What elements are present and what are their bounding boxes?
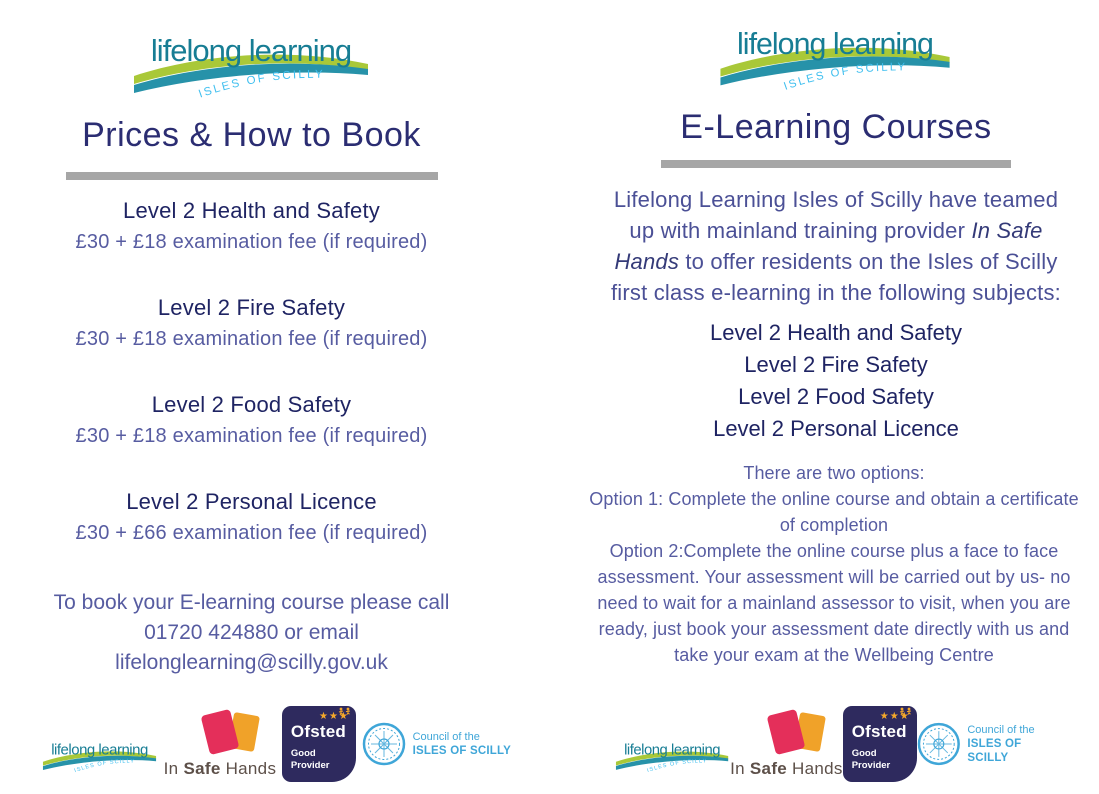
booking-line: To book your E-learning course please call (53, 591, 450, 614)
course-price: £30 + £18 examination fee (if required) (75, 231, 428, 253)
council-line2: ISLES OF SCILLY (967, 738, 1022, 764)
course-title: Level 2 Fire Safety (157, 295, 346, 320)
list-item (76, 198, 428, 254)
stars-icon: ★★★ (319, 711, 349, 722)
ofsted-logo (282, 706, 356, 782)
course-price: £30 + £18 examination fee (if required) (75, 328, 428, 350)
course-title: Level 2 Health and Safety (123, 198, 380, 223)
logo-tagline: ISLES OF SCILLY (73, 758, 136, 775)
elearning-panel (549, 0, 1099, 794)
ofsted-rating: Good (851, 748, 877, 759)
word-safe: Safe (749, 758, 788, 778)
lifelong-learning-logo-small (615, 730, 730, 780)
footer-logos (615, 700, 1065, 788)
intro-text: Lifelong Learning Isles of Scilly have teamed up with mainland training provider (613, 187, 1059, 243)
course-price: £30 + £18 examination fee (if required) (75, 425, 428, 447)
ofsted-badge (282, 706, 356, 782)
logo-wordmark: lifelong learning (51, 741, 148, 759)
word-hands: Hands (787, 758, 843, 778)
word-in: In (163, 758, 184, 778)
stars-icon: ★★★ (879, 711, 910, 722)
lifelong-learning-logo-small (42, 730, 158, 780)
option-2: Option 2:Complete the online course plus a face to face assessment. Your assessment will be carried out by us- no need to wait for a mainland assessor to visit, when you are ready, just book your assessment date directly with us and take your exam at the Wellbeing Centre (597, 541, 1071, 665)
list-item (76, 295, 428, 351)
word-in: In (730, 758, 750, 778)
word-hands: Hands (220, 758, 277, 778)
price-list (76, 198, 428, 586)
course-title: Level 2 Food Safety (151, 392, 352, 417)
council-wordmark (413, 730, 511, 758)
list-item: Level 2 Health and Safety (710, 320, 962, 345)
options-intro: There are two options: (743, 463, 925, 483)
list-item: Level 2 Food Safety (738, 384, 934, 409)
ofsted-logo (843, 706, 917, 782)
council-line2: ISLES OF SCILLY (412, 745, 511, 757)
logo-tagline: ISLES OF SCILLY (196, 68, 325, 101)
ofsted-rating: Good (290, 748, 316, 759)
page-title: E-Learning Courses (680, 108, 992, 146)
email-address: lifelonglearning@scilly.gov.uk (115, 651, 388, 674)
ofsted-badge (843, 706, 917, 782)
lifelong-learning-logo (717, 8, 955, 102)
intro-paragraph (601, 184, 1071, 308)
logo-tagline: ISLES OF SCILLY (646, 758, 708, 775)
council-seal-icon (917, 722, 961, 766)
logo-wordmark: lifelong learning (150, 33, 351, 68)
booking-info (54, 588, 450, 678)
prices-panel (0, 0, 549, 794)
in-safe-hands-logo (730, 710, 843, 779)
ofsted-rating-2: Provider (851, 760, 891, 771)
council-line1: Council of the (412, 731, 480, 743)
ofsted-wordmark: Ofsted (851, 722, 907, 741)
council-seal-icon (362, 722, 406, 766)
word-safe: Safe (183, 758, 221, 778)
council-logo (362, 722, 511, 766)
divider-bar (661, 160, 1011, 168)
in-safe-hands-shapes-icon (205, 710, 269, 756)
provider-name: In Safe Hands (614, 218, 1043, 274)
ofsted-rating-2: Provider (290, 760, 330, 771)
subject-list (710, 317, 962, 445)
list-item: Level 2 Fire Safety (744, 352, 928, 377)
page-title: Prices & How to Book (82, 116, 421, 154)
list-item: Level 2 Personal Licence (713, 416, 959, 441)
options-section (587, 460, 1081, 668)
logo-tagline: ISLES OF SCILLY (782, 61, 908, 93)
logo-wordmark: lifelong learning (624, 742, 721, 759)
course-title: Level 2 Personal Licence (126, 489, 377, 514)
list-item (76, 392, 428, 448)
in-safe-hands-shapes-icon (771, 710, 835, 756)
council-line1: Council of the (967, 724, 1035, 736)
intro-text: to offer residents on the Isles of Scilly first class e-learning in the following subjects: (610, 249, 1061, 305)
lifelong-learning-logo (132, 14, 372, 110)
ofsted-wordmark: Ofsted (290, 722, 346, 741)
in-safe-hands-wordmark (730, 759, 843, 779)
list-item (76, 489, 428, 545)
council-logo (917, 722, 1065, 766)
footer-logos (42, 700, 511, 788)
phone-number: 01720 424880 or email (144, 621, 359, 644)
in-safe-hands-wordmark (164, 759, 277, 779)
course-price: £30 + £66 examination fee (if required) (75, 522, 428, 544)
in-safe-hands-logo (164, 710, 277, 779)
council-wordmark (967, 723, 1065, 765)
option-1: Option 1: Complete the online course and obtain a certificate of completion (589, 489, 1079, 535)
divider-bar (66, 172, 438, 180)
logo-wordmark: lifelong learning (737, 28, 933, 62)
